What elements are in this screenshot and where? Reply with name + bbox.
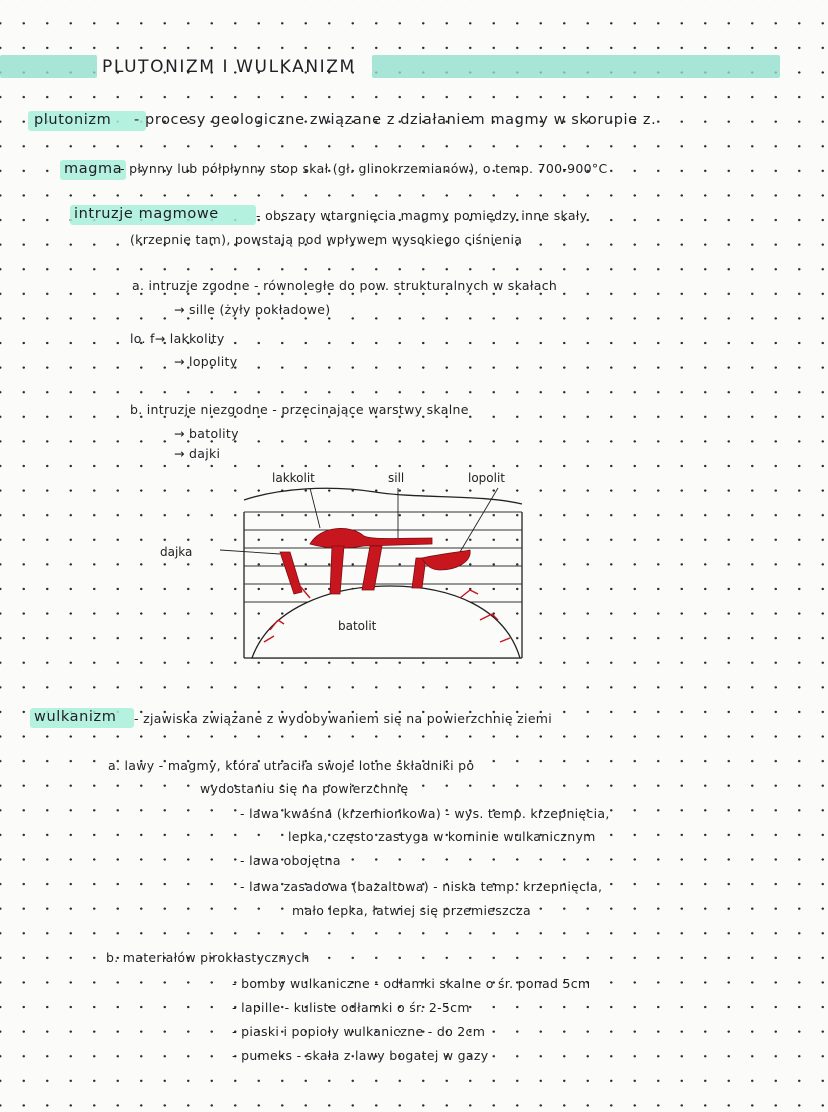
intruzje-line1: - obszary wtargnięcia magmy pomiędzy inne skały — [256, 208, 588, 223]
lawa-obojetna: - lawa obojętna — [240, 853, 341, 868]
magma-term: magma — [64, 161, 123, 177]
lakkolit-shape — [310, 528, 432, 548]
intruzje-niezgodne-heading: b. intruzje niezgodne - przecinające warstwy skalne — [130, 402, 469, 417]
intruzje-zgodne-item-lopolity: → lopolity — [174, 354, 238, 369]
plutonizm-definition: - procesy geologiczne związane z działaniem magmy w skorupie z. — [134, 112, 657, 128]
lawa-kwasna: - lawa kwaśna (krzemionkowa) - wys. temp. krzepnięcia, — [240, 806, 610, 821]
batolit-body — [252, 586, 520, 658]
intruzje-zgodne-item-lakkolity: lo. f→ lakkolity — [130, 331, 225, 346]
intruzje-niezgodne-item-dajki: → dajki — [174, 446, 221, 461]
surface-line — [244, 488, 522, 504]
lawy-heading: a. lawy - magmy, która utraciła swoje lotne składniki po — [108, 758, 475, 773]
label-lopolit: lopolit — [468, 471, 506, 485]
lawa-zasadowa: - lawa zasadowa (bazaltowa) - niska temp. krzepnięcia, — [240, 879, 603, 894]
dajka-left — [330, 546, 344, 594]
pumeks: - pumeks - skała z lawy bogatej w gazy — [232, 1048, 489, 1063]
title-highlight-right — [372, 55, 780, 78]
intruzje-zgodne-heading: a. intruzje zgodne - równoległe do pow. strukturalnych w skałach — [132, 278, 558, 293]
intruzje-zgodne-item-sille: → sille (żyły pokładowe) — [174, 302, 331, 317]
wulkanizm-term: wulkanizm — [34, 709, 117, 725]
label-dajka: dajka — [160, 545, 193, 559]
plutonizm-term: plutonizm — [34, 112, 112, 128]
lapille: - lapille - kuliste odłamki o śr. 2-5cm — [232, 1000, 470, 1015]
lawa-zasadowa-cont: mało lepka, łatwiej się przemieszcza — [292, 903, 531, 918]
magma-definition: - płynny lub półpłynny stop skał (gł. glinokrzemianów), o temp. 700-900°C — [120, 161, 608, 176]
label-lakkolit: lakkolit — [272, 471, 315, 485]
intruzje-term: intruzje magmowe — [74, 206, 219, 222]
intruzje-niezgodne-item-batolity: → batolity — [174, 426, 239, 441]
intrusion-diagram — [160, 458, 540, 668]
piaski-popioly: - piaski i popioły wulkaniczne - do 2cm — [232, 1024, 486, 1039]
lawa-kwasna-cont: lepka, często zastyga w kominie wulkanicznym — [288, 829, 596, 844]
lawy-heading-cont: wydostaniu się na powierzchnię — [200, 781, 409, 796]
bomby-wulkaniczne: - bomby wulkaniczne - odłamki skalne o śr. ponad 5cm — [232, 976, 591, 991]
label-sill: sill — [388, 471, 405, 485]
intruzje-line2: (krzepnie tam), powstają pod wpływem wysokiego ciśnienia — [130, 232, 523, 247]
label-batolit: batolit — [338, 619, 377, 633]
page-title: PLUTONIZM I WULKANIZM — [102, 57, 356, 77]
piroklastyczne-heading: b. materiałów piroklastycznych — [106, 950, 310, 965]
lopolit-shape — [422, 550, 470, 570]
title-highlight-left — [0, 55, 97, 78]
feeder-center — [362, 546, 382, 590]
wulkanizm-definition: - zjawiska związane z wydobywaniem się na powierzchnię ziemi — [134, 711, 553, 726]
